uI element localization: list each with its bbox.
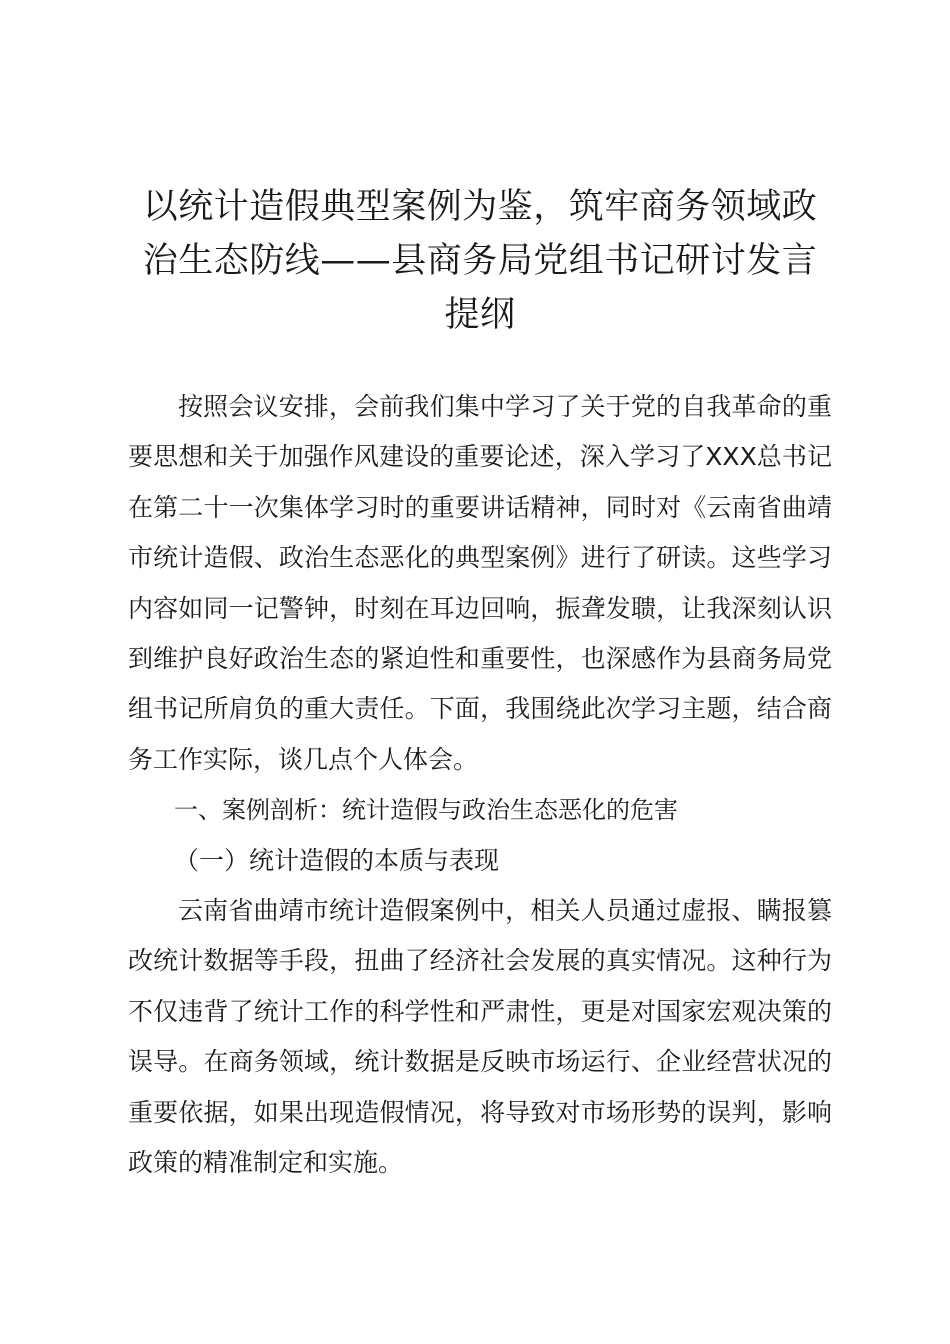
subsection-heading: （一）统计造假的本质与表现 — [174, 845, 500, 875]
subsection-paragraph: 云南省曲靖市统计造假案例中，相关人员通过虚报、瞒报篡改统计数据等手段，扭曲了经济社会发展的真实情况。这种行为不仅违背了统计工作的科学性和严肃性，更是对国家宏观决策的误导。在商务领域，统计数据是反映市场运行、企业经营状况的重要依据，如果出现造假情况，将导致对市场形势的误判，影响政策的精准制定和实施。 — [128, 896, 832, 1178]
intro-paragraph: 按照会议安排，会前我们集中学习了关于党的自我革命的重要思想和关于加强作风建设的重要论述，深入学习了XXX总书记在第二十一次集体学习时的重要讲话精神，同时对《云南省曲靖市统计造假、政治生态恶化的典型案例》进行了研读。这些学习内容如同一记警钟，时刻在耳边回响，振聋发聩，让我深刻认识到维护良好政治生态的紧迫性和重要性，也深感作为县商务局党组书记所肩负的重大责任。下面，我围绕此次学习主题，结合商务工作实际，谈几点个人体会。 — [128, 392, 832, 774]
document-title: 以统计造假典型案例为鉴，筑牢商务领域政治生态防线——县商务局党组书记研讨发言提纲 — [142, 187, 818, 335]
document-body — [128, 382, 832, 1189]
section-heading: 一、案例剖析：统计造假与政治生态恶化的危害 — [174, 796, 678, 825]
